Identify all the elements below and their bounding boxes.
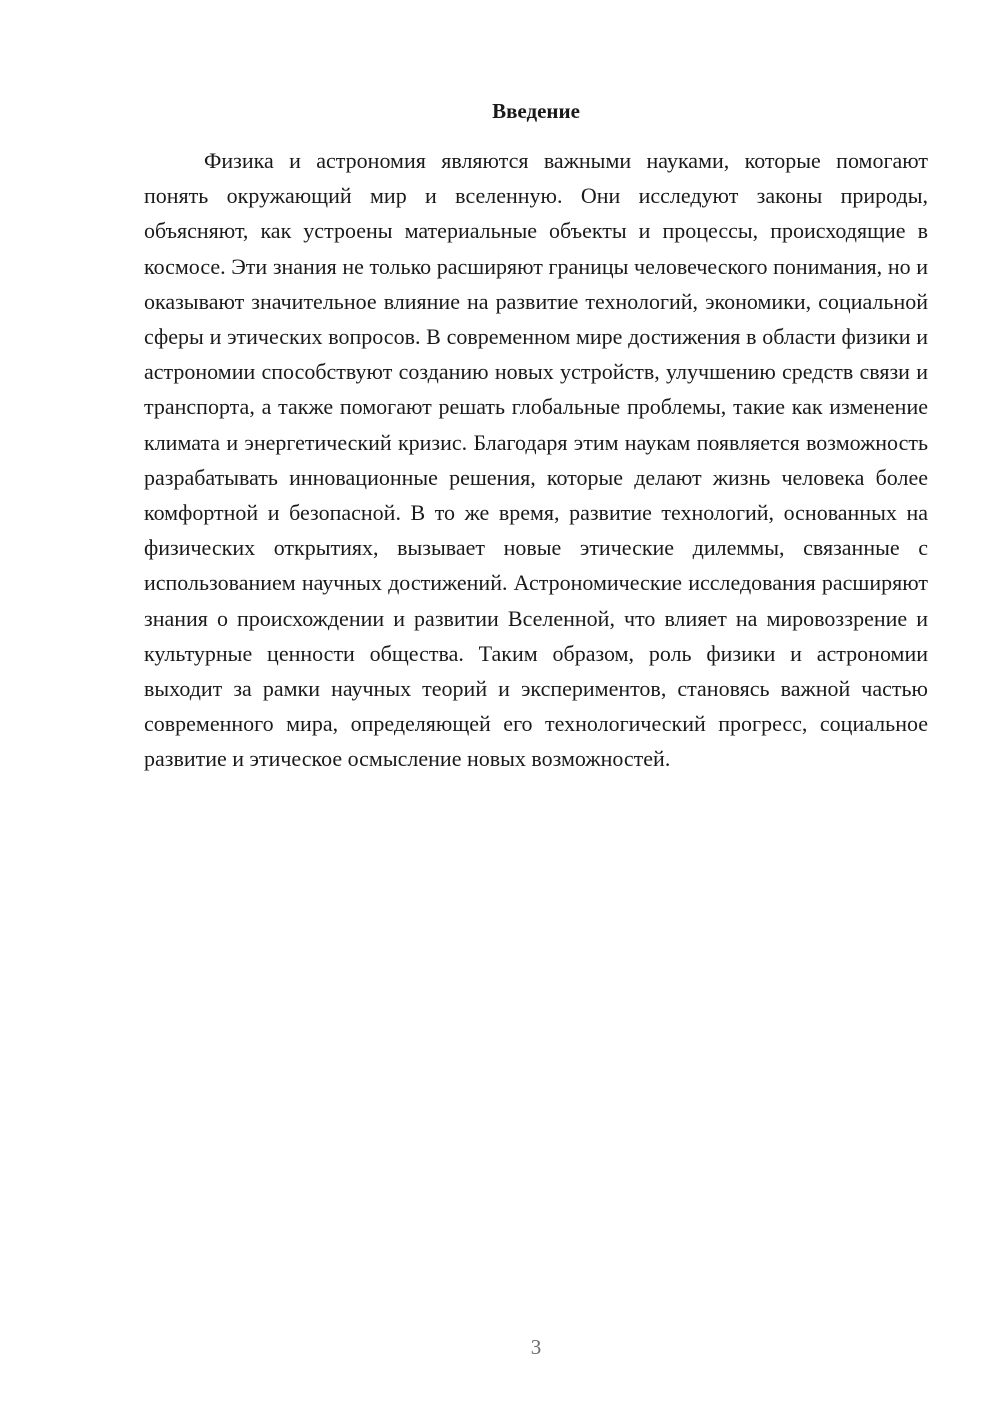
page-number: 3 bbox=[530, 1335, 542, 1359]
body-paragraph: Физика и астрономия являются важными науками, которые помогают понять окружающий мир и вселенную. Они исследуют законы природы, объясняют, как устроены материальные объекты и процессы, происходящие в космосе. Эти знания не только расширяют границы человеческого понимания, но и оказывают значительное влияние на развитие технологий, экономики, социальной сферы и этических вопросов. В современном мире достижения в области физики и астрономии способствуют созданию новых устройств, улучшению средств связи и транспорта, а также помогают решать глобальные проблемы, такие как изменение климата и энергетический кризис. Благодаря этим наукам появляется возможность разрабатывать инновационные решения, которые делают жизнь человека более комфортной и безопасной. В то же время, развитие технологий, основанных на физических открытиях, вызывает новые этические дилеммы, связанные с использованием научных достижений. Астрономические исследования расширяют знания о происхождении и развитии Вселенной, что влияет на мировоззрение и культурные ценности общества. Таким образом, роль физики и астрономии выходит за рамки научных теорий и экспериментов, становясь важной частью современного мира, определяющей его технологический прогресс, социальное развитие и этическое осмысление новых возможностей. bbox=[144, 148, 928, 772]
section-heading: Введение bbox=[492, 99, 580, 123]
